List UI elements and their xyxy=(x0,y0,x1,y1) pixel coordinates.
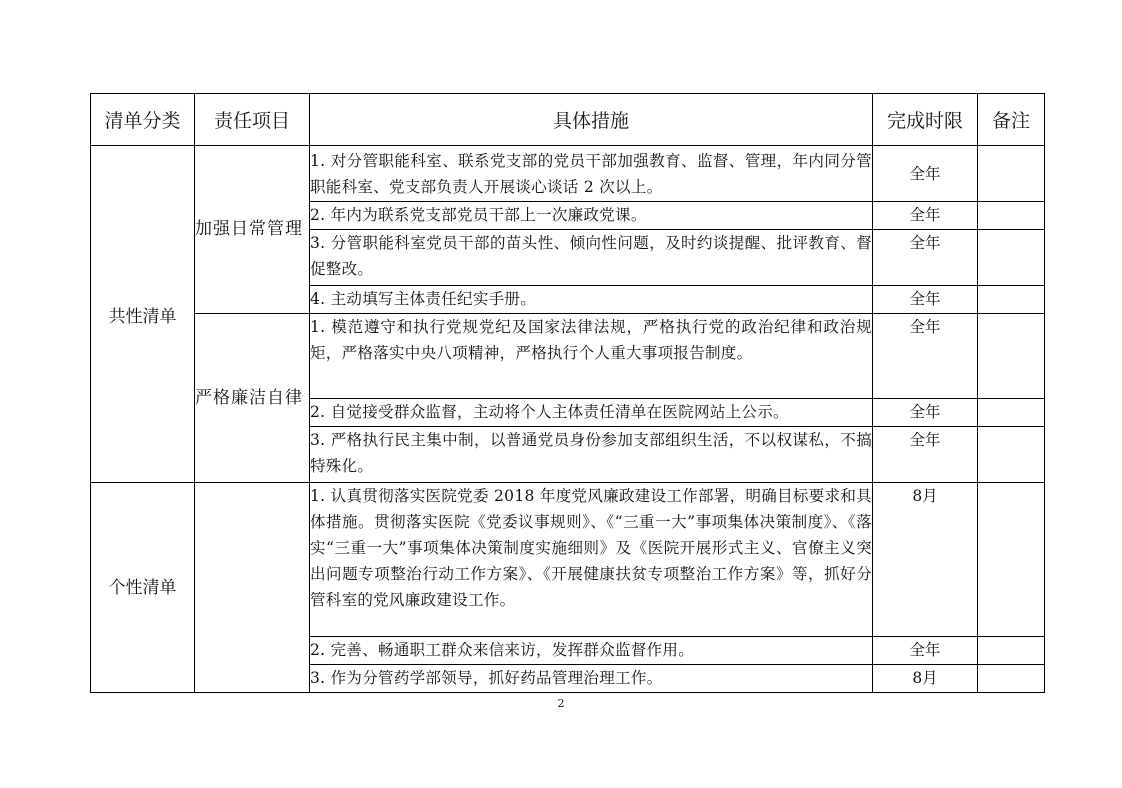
deadline-cell: 8月 xyxy=(873,483,978,637)
deadline-cell: 全年 xyxy=(873,286,978,314)
table-row xyxy=(91,314,1045,399)
header-item: 责任项目 xyxy=(195,94,310,146)
item-self-discipline: 严格廉洁自律 xyxy=(195,314,310,483)
item-daily-management: 加强日常管理 xyxy=(195,146,310,314)
item-individual xyxy=(195,483,310,693)
measure-cell: 3. 严格执行民主集中制，以普通党员身份参加支部组织生活，不以权谋私，不搞特殊化。 xyxy=(310,427,873,483)
remark-cell xyxy=(978,427,1045,483)
deadline-cell: 全年 xyxy=(873,427,978,483)
measure-cell: 3. 作为分管药学部领导，抓好药品管理治理工作。 xyxy=(310,665,873,693)
measure-cell: 4. 主动填写主体责任纪实手册。 xyxy=(310,286,873,314)
deadline-cell: 8月 xyxy=(873,665,978,693)
category-individual: 个性清单 xyxy=(91,483,195,693)
remark-cell xyxy=(978,637,1045,665)
table-row xyxy=(91,146,1045,202)
remark-cell xyxy=(978,146,1045,202)
remark-cell xyxy=(978,665,1045,693)
header-row xyxy=(91,94,1045,146)
measure-cell: 1. 模范遵守和执行党规党纪及国家法律法规，严格执行党的政治纪律和政治规矩，严格落实中央八项精神，严格执行个人重大事项报告制度。 xyxy=(310,314,873,399)
measure-cell: 2. 年内为联系党支部党员干部上一次廉政党课。 xyxy=(310,202,873,230)
measure-cell: 1. 认真贯彻落实医院党委 2018 年度党风廉政建设工作部署，明确目标要求和具体措施。贯彻落实医院《党委议事规则》、《“三重一大”事项集体决策制度》、《落实“三重一大”事项集体决策制度实施细则》及《医院开展形式主义、官僚主义突出问题专项整治行动工作方案》、《开展健康扶贫专项整治工作方案》等，抓好分管科室的党风廉政建设工作。 xyxy=(310,483,873,637)
remark-cell xyxy=(978,314,1045,399)
remark-cell xyxy=(978,230,1045,286)
deadline-cell: 全年 xyxy=(873,230,978,286)
header-category: 清单分类 xyxy=(91,94,195,146)
responsibility-table xyxy=(90,93,1045,693)
measure-cell: 2. 自觉接受群众监督，主动将个人主体责任清单在医院网站上公示。 xyxy=(310,399,873,427)
header-deadline: 完成时限 xyxy=(873,94,978,146)
remark-cell xyxy=(978,286,1045,314)
header-remarks: 备注 xyxy=(978,94,1045,146)
table-row xyxy=(91,483,1045,637)
page-number: 2 xyxy=(557,697,565,710)
remark-cell xyxy=(978,399,1045,427)
measure-cell: 3. 分管职能科室党员干部的苗头性、倾向性问题，及时约谈提醒、批评教育、督促整改。 xyxy=(310,230,873,286)
measure-cell: 1. 对分管职能科室、联系党支部的党员干部加强教育、监督、管理，年内同分管职能科室、党支部负责人开展谈心谈话 2 次以上。 xyxy=(310,146,873,202)
remark-cell xyxy=(978,202,1045,230)
measure-cell: 2. 完善、畅通职工群众来信来访，发挥群众监督作用。 xyxy=(310,637,873,665)
deadline-cell: 全年 xyxy=(873,314,978,399)
remark-cell xyxy=(978,483,1045,637)
deadline-cell: 全年 xyxy=(873,202,978,230)
header-measures: 具体措施 xyxy=(310,94,873,146)
category-common: 共性清单 xyxy=(91,146,195,483)
deadline-cell: 全年 xyxy=(873,146,978,202)
deadline-cell: 全年 xyxy=(873,399,978,427)
deadline-cell: 全年 xyxy=(873,637,978,665)
